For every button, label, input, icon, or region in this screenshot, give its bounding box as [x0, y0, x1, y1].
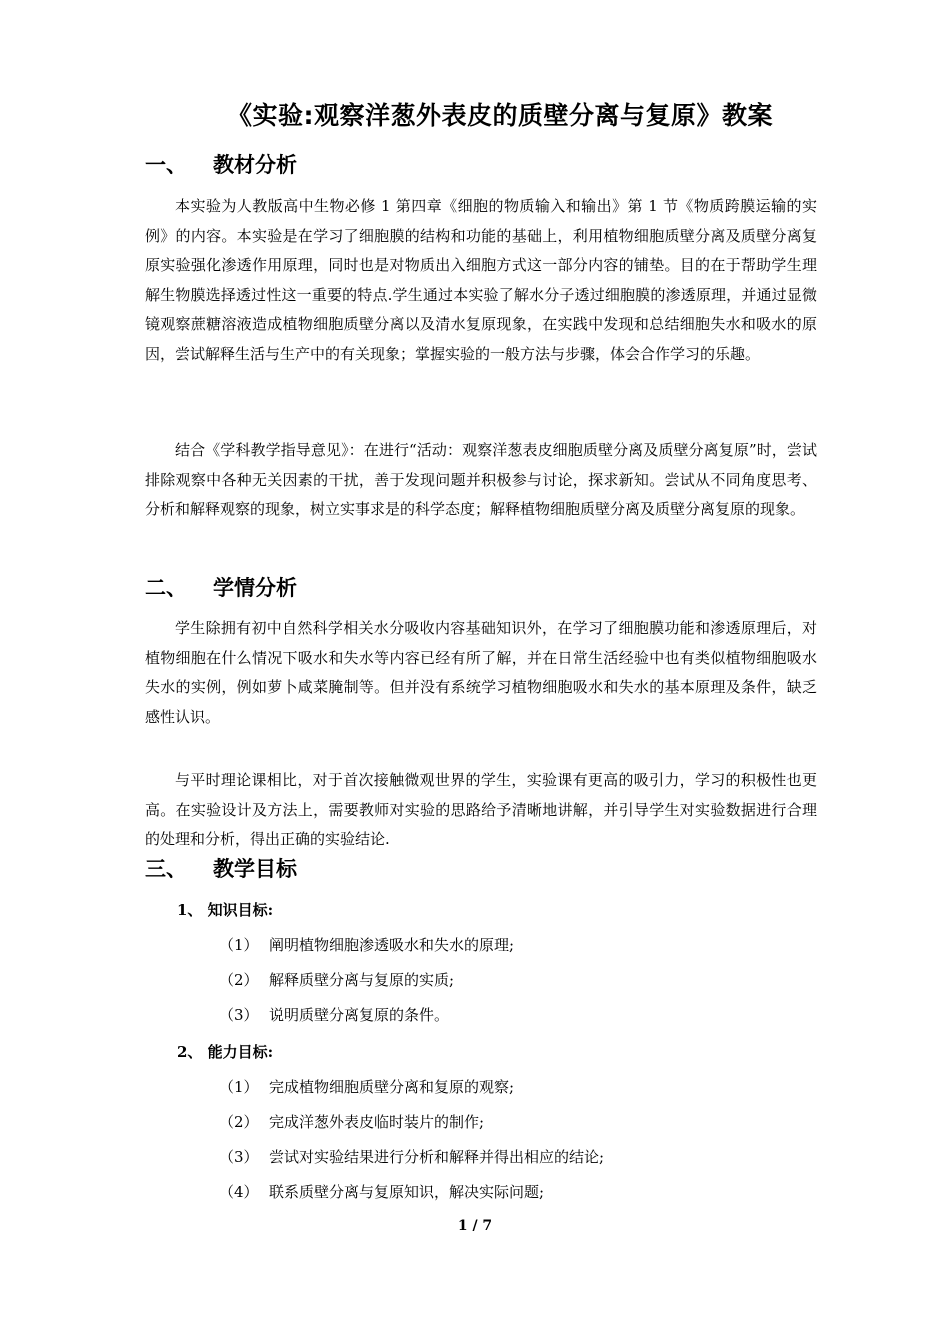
- item-text: 完成洋葱外表皮临时装片的制作;: [269, 1113, 485, 1131]
- item-text: 联系质壁分离与复原知识，解决实际问题;: [269, 1183, 545, 1201]
- list-item: [219, 1074, 514, 1100]
- list-item: [219, 1144, 604, 1170]
- item-number: （3）: [219, 1148, 259, 1166]
- section-heading-1: [145, 149, 297, 181]
- paragraph: 本实验为人教版高中生物必修 1 第四章《细胞的物质输入和输出》第 1 节《物质跨膜运输的实例》的内容。本实验是在学习了细胞膜的结构和功能的基础上，利用植物细胞质壁分离及质壁分离复原实验强化渗透作用原理，同时也是对物质出入细胞方式这一部分内容的铺垫。目的在于帮助学生理解生物膜选择透过性这一重要的特点.学生通过本实验了解水分子透过细胞膜的渗透原理，并通过显微镜观察蔗糖溶液造成植物细胞质壁分离以及清水复原现象，在实践中发现和总结细胞失水和吸水的原因，尝试解释生活与生产中的有关现象；掌握实验的一般方法与步骤，体会合作学习的乐趣。: [145, 197, 817, 363]
- list-item: [219, 967, 454, 993]
- item-text: 阐明植物细胞渗透吸水和失水的原理;: [269, 936, 515, 954]
- goal-category-knowledge: 1、 知识目标:: [177, 901, 274, 919]
- page-number: 1 / 7: [457, 1218, 493, 1234]
- item-number: （2）: [219, 1113, 259, 1131]
- list-item: [219, 1109, 484, 1135]
- item-number: （3）: [219, 1006, 259, 1024]
- section-heading-3: [145, 853, 297, 885]
- item-text: 尝试对实验结果进行分析和解释并得出相应的结论;: [269, 1148, 605, 1166]
- item-number: （4）: [219, 1183, 259, 1201]
- paragraph: 结合《学科教学指导意见》：在进行“活动：观察洋葱表皮细胞质壁分离及质壁分离复原”时，尝试排除观察中各种无关因素的干扰，善于发现问题并积极参与讨论，探求新知。尝试从不同角度思考、分析和解释观察的现象，树立实事求是的科学态度；解释植物细胞质壁分离及质壁分离复原的现象。: [145, 441, 817, 519]
- section-heading-2: [145, 572, 297, 604]
- list-item: [219, 1002, 449, 1028]
- paragraph: 与平时理论课相比，对于首次接触微观世界的学生，实验课有更高的吸引力，学习的积极性也更高。在实验设计及方法上，需要教师对实验的思路给予清晰地讲解，并引导学生对实验数据进行合理的处理和分析，得出正确的实验结论.: [145, 771, 817, 849]
- section-title: 教材分析: [213, 153, 297, 177]
- goal-category-ability: 2、 能力目标:: [177, 1043, 274, 1061]
- document-title: 《实验:观察洋葱外表皮的质壁分离与复原》教案: [227, 101, 773, 130]
- list-item: [219, 932, 514, 958]
- section-number: 一、: [145, 153, 187, 177]
- section-title: 学情分析: [213, 576, 297, 600]
- list-item: [219, 1179, 544, 1205]
- item-number: （1）: [219, 936, 259, 954]
- item-text: 完成植物细胞质壁分离和复原的观察;: [269, 1078, 515, 1096]
- item-number: （1）: [219, 1078, 259, 1096]
- paragraph: 学生除拥有初中自然科学相关水分吸收内容基础知识外，在学习了细胞膜功能和渗透原理后，对植物细胞在什么情况下吸水和失水等内容已经有所了解，并在日常生活经验中也有类似植物细胞吸水失水的实例，例如萝卜咸菜腌制等。但并没有系统学习植物细胞吸水和失水的基本原理及条件，缺乏感性认识。: [145, 619, 817, 726]
- item-text: 解释质壁分离与复原的实质;: [269, 971, 455, 989]
- item-text: 说明质壁分离复原的条件。: [269, 1006, 450, 1024]
- section-number: 二、: [145, 576, 187, 600]
- section-number: 三、: [145, 857, 187, 881]
- section-title: 教学目标: [213, 857, 297, 881]
- item-number: （2）: [219, 971, 259, 989]
